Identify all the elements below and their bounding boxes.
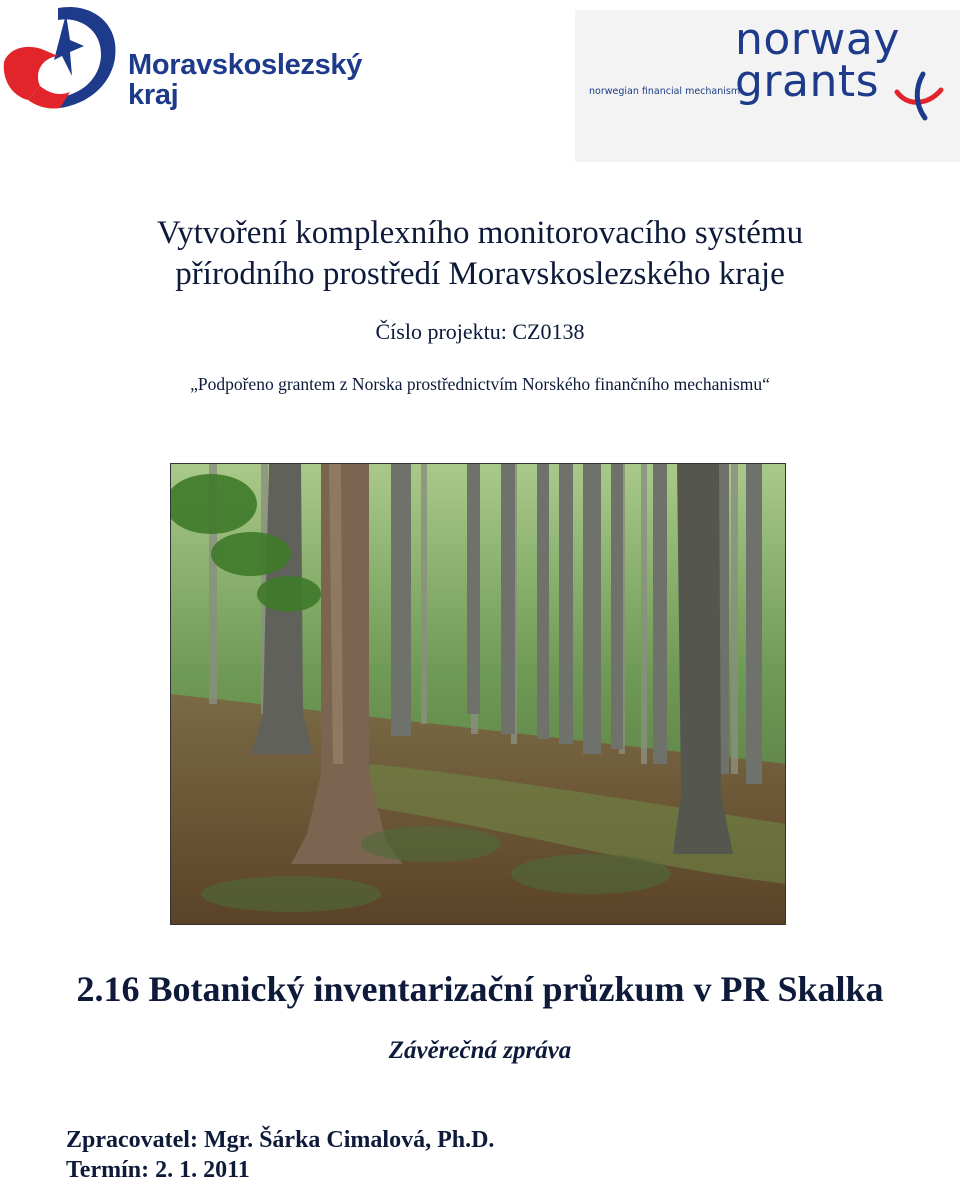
project-number: Číslo projektu: CZ0138 xyxy=(375,319,585,344)
region-logo-line2: kraj xyxy=(128,79,179,111)
support-statement: „Podpořeno grantem z Norska prostřednictvím Norského finančního mechanismu“ xyxy=(190,374,770,394)
grant-logo-word1: norway xyxy=(735,14,900,65)
moravskoslezsky-kraj-logo xyxy=(0,0,363,118)
report-type: Závěrečná zpráva xyxy=(388,1037,572,1064)
forest-illustration xyxy=(171,464,786,925)
region-logo-line1: Moravskoslezský xyxy=(128,49,363,81)
forest-photo xyxy=(170,463,786,925)
document-title-line1: Vytvoření komplexního monitorovacího systému xyxy=(156,215,804,251)
deadline-line: Termín: 2. 1. 2011 xyxy=(66,1157,250,1183)
region-logo-wordmark xyxy=(128,50,362,110)
main-heading: 2.16 Botanický inventarizační průzkum v PR Skalka xyxy=(76,969,884,1009)
grant-logo-word2: grants xyxy=(735,56,880,107)
norway-grants-logo xyxy=(575,10,960,162)
region-emblem-icon xyxy=(0,0,125,118)
grant-logo-subtitle: norwegian financial mechanism xyxy=(589,86,741,97)
author-line: Zpracovatel: Mgr. Šárka Cimalová, Ph.D. xyxy=(66,1127,495,1153)
document-title-line2: přírodního prostředí Moravskoslezského kraje xyxy=(175,256,785,292)
grants-cross-icon xyxy=(893,70,945,122)
